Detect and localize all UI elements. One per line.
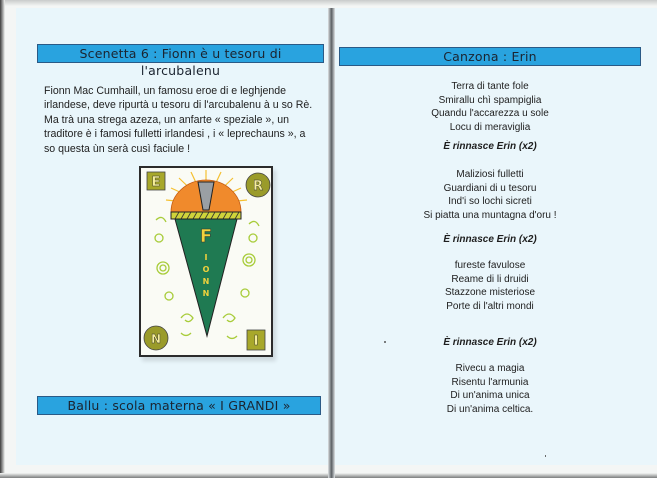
svg-text:O: O (202, 265, 210, 274)
dance-credit-banner: Ballu : scola materna « I GRANDI » (37, 396, 321, 415)
svg-text:E: E (151, 175, 161, 190)
lyric-line: Quandu l'accarezza u sole (431, 108, 549, 119)
svg-text:N: N (202, 277, 210, 286)
scene-intro-text: Fionn Mac Cumhaill, un famosu eroe di e leghjende irlandese, deve ripurtà u tesoru di l'arcubalenu à u so Rè. Ma trà una strega azeza, un anfarte « speziale », un traditore è i famosi fulletti irlandesi , i « leprechauns », a so questa ùn serà cusì faciule ! (44, 85, 313, 155)
scan-speck (384, 341, 386, 343)
lyric-line: Ind'i so lochi sicreti (448, 196, 532, 207)
svg-text:N: N (150, 332, 162, 346)
lyric-line: fureste favulose (454, 260, 526, 271)
svg-text:I: I (253, 334, 259, 349)
lyric-line: Locu di meraviglia (449, 121, 531, 133)
lyric-line: Di un'anima celtica. (446, 403, 534, 415)
lyric-line: Smirallu chì spampiglia (438, 94, 542, 106)
scan-left-edge (0, 0, 5, 478)
lyric-line: Risentu l'armunia (451, 376, 529, 388)
lyric-line: Terra di tante fole (451, 81, 529, 92)
svg-text:R: R (252, 179, 264, 194)
song-stanza-3 (360, 259, 620, 313)
svg-text:N: N (202, 289, 210, 298)
song-stanza-4 (360, 362, 620, 416)
song-title-banner: Canzona : Erin (339, 47, 641, 66)
illustration-drawing-icon (141, 168, 271, 355)
page-fold (328, 8, 335, 478)
lyric-line: Maliziosi fulletti (456, 169, 524, 180)
scan-speck (545, 455, 546, 457)
lyric-line: Stazzone misteriose (444, 287, 536, 298)
fionn-illustration (139, 166, 273, 357)
lyric-line: Di un'anima unica (450, 390, 530, 401)
lyric-line: Rivecu a magia (455, 363, 525, 374)
lyric-line: Si piatta una muntagna d'oru ! (423, 209, 557, 221)
svg-text:I: I (204, 253, 208, 262)
scan-top-edge (0, 0, 657, 6)
lyric-line: Reame di li druidi (451, 273, 529, 285)
song-refrain: È rinnasce Erin (x2) (443, 234, 537, 245)
lyric-line: Porte di l'altri mondi (446, 300, 534, 312)
song-refrain: È rinnasce Erin (x2) (443, 337, 537, 348)
svg-text:F: F (199, 226, 213, 247)
scene-title-banner: Scenetta 6 : Fionn è u tesoru di l'arcubalenu (37, 44, 324, 63)
lyric-line: Guardiani di u tesoru (443, 182, 537, 194)
song-stanza-1 (360, 80, 620, 134)
song-refrain: È rinnasce Erin (x2) (443, 141, 537, 152)
song-stanza-2 (360, 168, 620, 222)
